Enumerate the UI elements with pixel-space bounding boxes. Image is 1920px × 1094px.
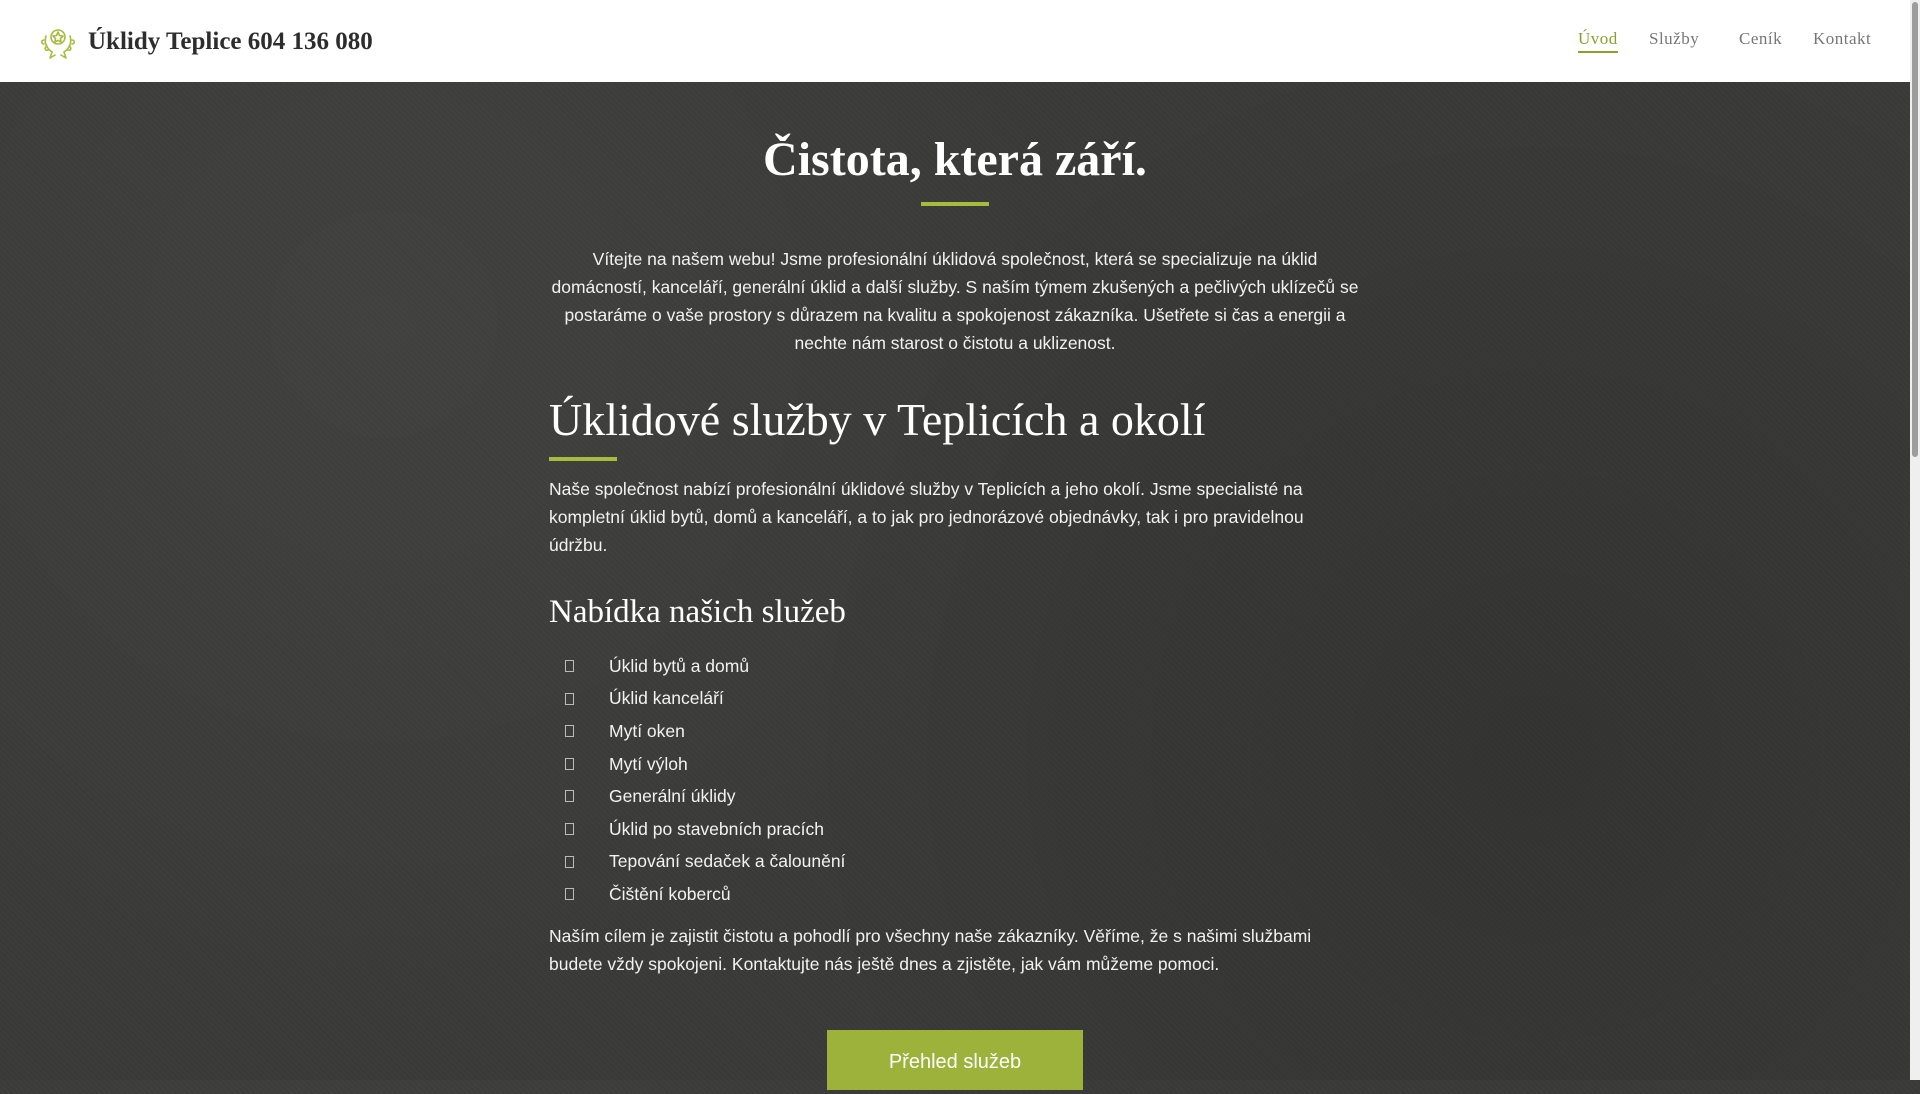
brand-title: Úklidy Teplice 604 136 080: [88, 28, 373, 55]
service-label: Generální úklidy: [609, 786, 736, 807]
intro-text: Vítejte na našem webu! Jsme profesionální úklidová společnost, která se specializuje na úklid domácností, kanceláří, generální úklid a další služby. S naším týmem zkušených a pečlivých uklízečů se postaráme o vaše prostory s důrazem na kvalitu a spokojenost zákazníka. Ušetřete si čas a energii a nechte nám starost o čistotu a uklizenost.: [551, 249, 1359, 353]
nav-item-kontakt[interactable]: Kontakt: [1813, 29, 1872, 48]
section-text: Naše společnost nabízí profesionální úklidové služby v Teplicích a jeho okolí. Jsme specialisté na kompletní úklid bytů, domů a kanceláří, a to jak pro jednorázové objednávky, tak i pro pravidelnou údržbu.: [549, 479, 1304, 555]
check-icon: [565, 758, 574, 770]
nav-item-sluzby[interactable]: Služby: [1649, 29, 1700, 48]
nav-item-uvod[interactable]: Úvod: [1578, 29, 1618, 53]
check-icon: [565, 888, 574, 900]
site-header: [0, 0, 1910, 82]
services-title: Nabídka našich služeb: [549, 594, 846, 630]
hero-title: Čistota, která září.: [763, 133, 1147, 186]
list-item: [549, 650, 845, 683]
list-item: [549, 748, 845, 781]
service-label: Úklid po stavebních pracích: [609, 818, 824, 839]
list-item: [549, 878, 845, 911]
service-label: Úklid kanceláří: [609, 688, 724, 709]
scrollbar-thumb[interactable]: [1912, 2, 1918, 457]
nav-item-cenik[interactable]: Ceník: [1739, 29, 1783, 48]
service-label: Mytí výloh: [609, 753, 688, 774]
check-icon: [565, 856, 574, 868]
service-label: Tepování sedaček a čalounění: [609, 851, 846, 872]
brand[interactable]: [38, 22, 373, 62]
services-list: [549, 650, 845, 911]
closing-text: Naším cílem je zajistit čistotu a pohodlí pro všechny naše zákazníky. Věříme, že s našimi službami budete vždy spokojeni. Kontaktujte nás ještě dnes a zjistěte, jak vám můžeme pomoci.: [549, 926, 1312, 974]
service-label: Mytí oken: [609, 720, 685, 741]
list-item: [549, 715, 845, 748]
service-label: Úklid bytů a domů: [609, 655, 750, 676]
laurel-badge-icon: [38, 22, 78, 62]
check-icon: [565, 790, 574, 802]
check-icon: [565, 660, 574, 672]
list-item: [549, 813, 845, 846]
service-label: Čištění koberců: [609, 883, 731, 904]
list-item: [549, 683, 845, 716]
page-scrollbar[interactable]: [1910, 0, 1920, 1080]
section-title-underline: [549, 457, 617, 461]
list-item: [549, 846, 845, 879]
check-icon: [565, 725, 574, 737]
check-icon: [565, 823, 574, 835]
section-title: Úklidové služby v Teplicích a okolí: [549, 394, 1206, 445]
check-icon: [565, 693, 574, 705]
services-overview-button[interactable]: Přehled služeb: [827, 1030, 1083, 1090]
hero-title-underline: [921, 202, 989, 206]
list-item: [549, 780, 845, 813]
